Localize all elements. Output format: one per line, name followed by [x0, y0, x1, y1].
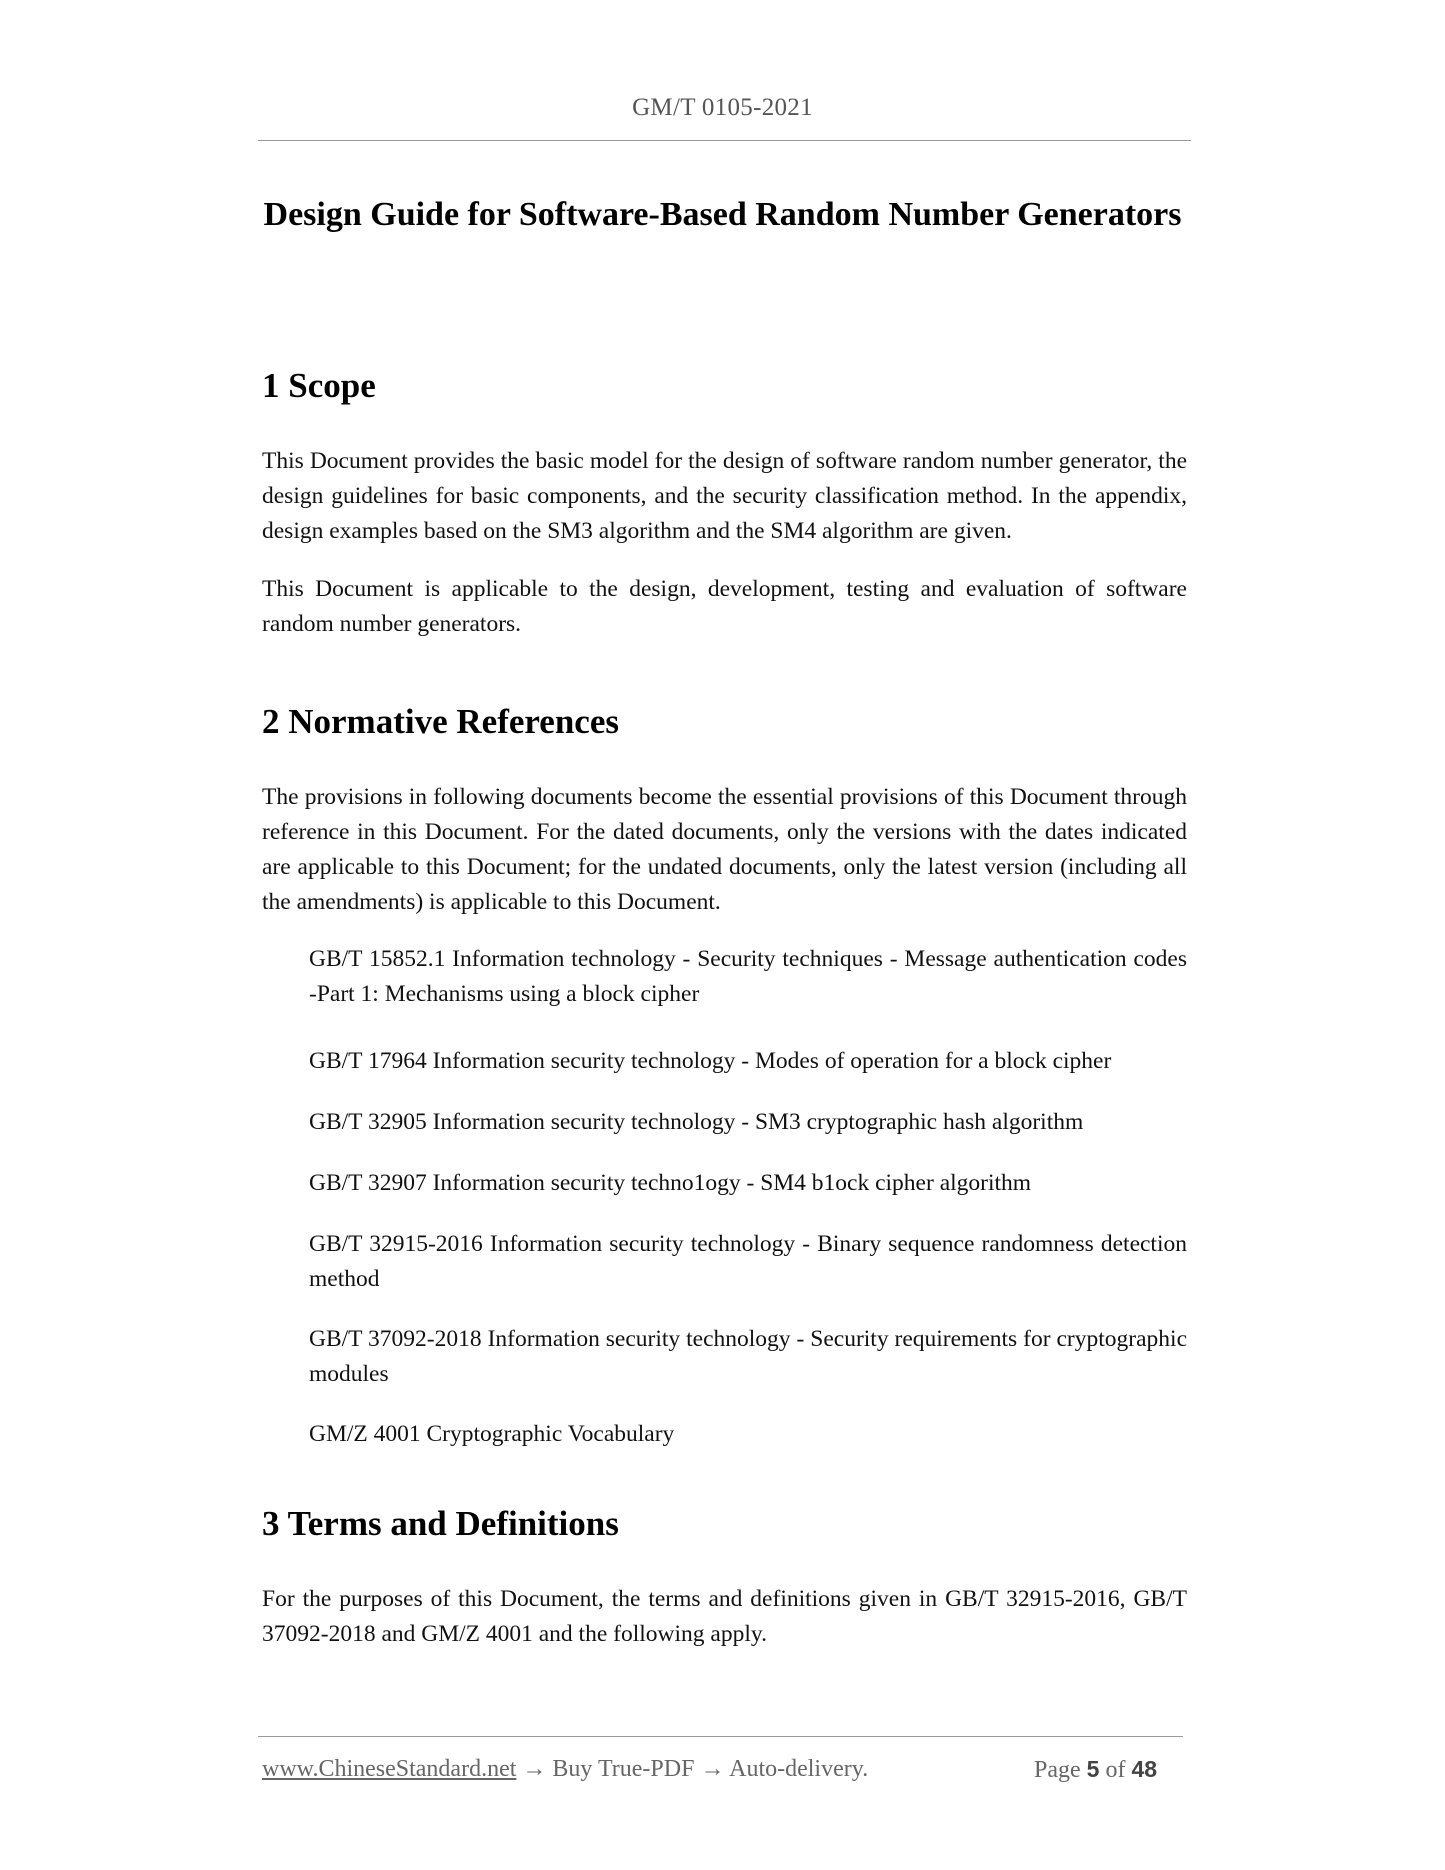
reference-item: GB/T 32915-2016 Information security technology - Binary sequence randomness detection method: [309, 1231, 1187, 1292]
footer-promo-text: → Buy True-PDF → Auto-delivery.: [516, 1756, 869, 1782]
of-label: of: [1105, 1757, 1126, 1783]
section-heading-terms-definitions: 3 Terms and Definitions: [262, 1504, 619, 1543]
reference-item: GB/T 32905 Information security technology - SM3 cryptographic hash algorithm: [309, 1109, 1084, 1135]
footer-promo: [262, 1756, 868, 1783]
normative-intro-paragraph: The provisions in following documents become the essential provisions of this Document through reference in this Document. For the dated documents, only the versions with the dates indicated are applicable to this Document; for the undated documents, only the latest version (including all the amendments) is applicable to this Document.: [262, 784, 1187, 915]
page-label: Page: [1034, 1757, 1081, 1783]
header-divider: [258, 140, 1191, 141]
footer-divider: [258, 1736, 1183, 1737]
reference-item: GB/T 17964 Information security technology - Modes of operation for a block cipher: [309, 1048, 1112, 1074]
reference-item: GB/T 15852.1 Information technology - Security techniques - Message authentication codes -Part 1: Mechanisms using a block cipher: [309, 946, 1187, 1007]
reference-item: GM/Z 4001 Cryptographic Vocabulary: [309, 1421, 675, 1447]
document-code: GM/T 0105-2021: [632, 94, 813, 121]
document-title: Design Guide for Software-Based Random Number Generators: [263, 196, 1182, 233]
scope-paragraph-1: This Document provides the basic model for the design of software random number generator, the design guidelines for basic components, and the security classification method. In the appendix, design examples based on the SM3 algorithm and the SM4 algorithm are given.: [262, 448, 1187, 544]
section-heading-normative-references: 2 Normative References: [262, 702, 619, 741]
scope-paragraph-2: This Document is applicable to the design, development, testing and evaluation of software random number generators.: [262, 576, 1187, 637]
terms-paragraph: For the purposes of this Document, the terms and definitions given in GB/T 32915-2016, GB/T 37092-2018 and GM/Z 4001 and the following apply.: [262, 1586, 1187, 1647]
reference-item: GB/T 32907 Information security techno1ogy - SM4 b1ock cipher algorithm: [309, 1170, 1032, 1196]
website-link[interactable]: www.ChineseStandard.net: [262, 1756, 517, 1782]
total-pages: 48: [1131, 1756, 1158, 1782]
page-number: 5: [1086, 1756, 1100, 1782]
page-indicator: [1034, 1756, 1157, 1784]
section-heading-scope: 1 Scope: [262, 366, 376, 405]
reference-item: GB/T 37092-2018 Information security technology - Security requirements for cryptographic modules: [309, 1326, 1187, 1387]
